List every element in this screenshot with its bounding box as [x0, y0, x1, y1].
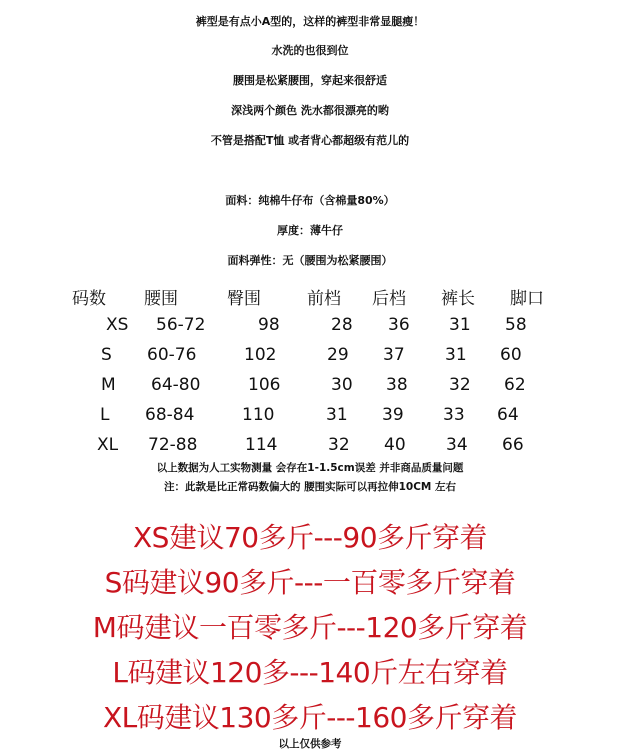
fabric-material: 面料：纯棉牛仔布（含棉量80%）	[225, 194, 395, 207]
table-row	[0, 375, 620, 401]
cell-leg-opening: 60	[500, 345, 522, 365]
fabric-elasticity: 面料弹性：无（腰围为松紧腰围）	[227, 254, 393, 267]
cell-back-rise: 39	[382, 405, 404, 425]
cell-leg-opening: 62	[504, 375, 526, 395]
cell-length: 31	[445, 345, 467, 365]
cell-length: 31	[449, 315, 471, 335]
cell-size: L	[100, 405, 110, 425]
cell-leg-opening: 58	[505, 315, 527, 335]
recommendation-l: L码建议120多---140斤左右穿着	[112, 656, 508, 689]
size-table-header	[0, 284, 620, 310]
cell-size: XL	[97, 435, 119, 455]
cell-leg-opening: 64	[497, 405, 519, 425]
recommendation-xl: XL码建议130多斤---160多斤穿着	[103, 701, 517, 734]
recommendation-xs: XS建议70多斤---90多斤穿着	[132, 521, 488, 554]
cell-waist: 56-72	[156, 315, 206, 335]
cell-length: 33	[443, 405, 465, 425]
header-waist: 腰围	[144, 289, 178, 309]
sizing-note: 注：此款是比正常码数偏大的 腰围实际可以再拉伸10CM 左右	[163, 481, 457, 493]
cell-front-rise: 32	[328, 435, 350, 455]
header-size: 码数	[72, 289, 106, 309]
header-hip: 臀围	[227, 289, 261, 309]
recommendation-s: S码建议90多斤---一百零多斤穿着	[104, 566, 516, 599]
fabric-thickness: 厚度：薄牛仔	[277, 224, 343, 237]
header-front-rise: 前档	[307, 289, 341, 309]
cell-size: M	[101, 375, 116, 395]
cell-hip: 114	[245, 435, 278, 455]
intro-line-2: 水洗的也很到位	[271, 44, 349, 57]
cell-size: XS	[106, 315, 129, 335]
cell-size: S	[101, 345, 112, 365]
cell-hip: 106	[248, 375, 281, 395]
cell-waist: 64-80	[151, 375, 201, 395]
cell-leg-opening: 66	[502, 435, 524, 455]
cell-hip: 98	[258, 315, 280, 335]
intro-line-4: 深浅两个颜色 洗水都很漂亮的哟	[231, 104, 389, 117]
footer-note: 以上仅供参考	[278, 738, 342, 750]
intro-line-3: 腰围是松紧腰围，穿起来很舒适	[233, 74, 387, 87]
header-length: 裤长	[441, 289, 475, 309]
cell-front-rise: 28	[331, 315, 353, 335]
cell-hip: 102	[244, 345, 277, 365]
cell-back-rise: 36	[388, 315, 410, 335]
table-row	[0, 315, 620, 341]
table-row	[0, 405, 620, 431]
recommendation-m: M码建议一百零多斤---120多斤穿着	[92, 611, 528, 644]
cell-waist: 72-88	[148, 435, 198, 455]
cell-back-rise: 37	[383, 345, 405, 365]
cell-length: 34	[446, 435, 468, 455]
cell-waist: 68-84	[145, 405, 195, 425]
measurement-note: 以上数据为人工实物测量 会存在1-1.5cm误差 并非商品质量问题	[156, 462, 464, 474]
cell-hip: 110	[242, 405, 275, 425]
table-row	[0, 345, 620, 371]
cell-waist: 60-76	[147, 345, 197, 365]
cell-back-rise: 40	[384, 435, 406, 455]
cell-front-rise: 31	[326, 405, 348, 425]
intro-line-1: 裤型是有点小A型的，这样的裤型非常显腿瘦！	[195, 15, 425, 28]
header-back-rise: 后档	[372, 289, 406, 309]
intro-line-5: 不管是搭配T恤 或者背心都超级有范儿的	[210, 134, 410, 147]
header-leg-opening: 脚口	[510, 289, 544, 309]
cell-front-rise: 29	[327, 345, 349, 365]
cell-length: 32	[449, 375, 471, 395]
table-row	[0, 435, 620, 461]
cell-back-rise: 38	[386, 375, 408, 395]
cell-front-rise: 30	[331, 375, 353, 395]
